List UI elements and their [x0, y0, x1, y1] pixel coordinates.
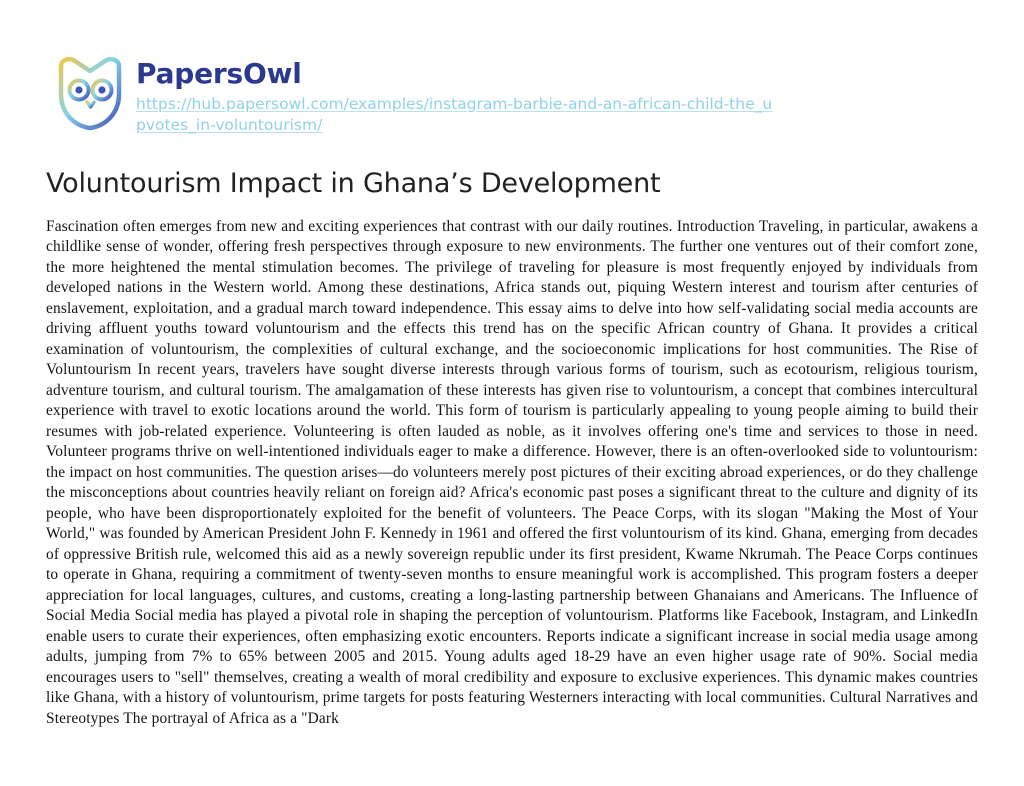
- owl-logo-icon: [44, 46, 136, 132]
- page-title: Voluntourism Impact in Ghana’s Development: [46, 168, 661, 199]
- source-url-link[interactable]: https://hub.papersowl.com/examples/instagram-barbie-and-an-african-child-the_upvotes_in-voluntourism/: [136, 95, 773, 134]
- body-paragraph: Fascination often emerges from new and exciting experiences that contrast with our daily routines. Introduction Traveling, in particular, awakens a childlike sense of wonder, offering fresh perspectives through exposure to new environments. The further one ventures out of their comfort zone, the more heightened the mental stimulation becomes. The privilege of traveling for pleasure is most frequently enjoyed by individuals from developed nations in the Western world. Among these destinations, Africa stands out, piquing Western interest and tourism after centuries of enslavement, exploitation, and a gradual march toward independence. This essay aims to delve into how self-validating social media accounts are driving affluent youths toward voluntourism and the effects this trend has on the specific African country of Ghana. It provides a critical examination of voluntourism, the complexities of cultural exchange, and the socioeconomic implications for host communities. The Rise of Voluntourism In recent years, travelers have sought diverse interests through various forms of tourism, such as ecotourism, religious tourism, adventure tourism, and cultural tourism. The amalgamation of these interests has given rise to voluntourism, a concept that combines intercultural experience with travel to exotic locations around the world. This form of tourism is particularly appealing to young people aiming to build their resumes with job-related experience. Volunteering is often lauded as noble, as it involves offering one's time and services to those in need. Volunteer programs thrive on well-intentioned individuals eager to make a difference. However, there is an often-overlooked side to voluntourism: the impact on host communities. The question arises—do volunteers merely post pictures of their exciting abroad experiences, or do they challenge the misconceptions about countries heavily reliant on foreign aid? Africa's economic past poses a significant threat to the culture and dignity of its people, who have been disproportionately exploited for the benefit of volunteers. The Peace Corps, with its slogan "Making the Most of Your World," was founded by American President John F. Kennedy in 1961 and offered the first voluntourism of its kind. Ghana, emerging from decades of oppressive British rule, welcomed this aid as a newly sovereign republic under its first president, Kwame Nkrumah. The Peace Corps continues to operate in Ghana, requiring a commitment of twenty-seven months to ensure meaningful work is accomplished. This program fosters a deeper appreciation for local languages, cultures, and customs, creating a long-lasting partnership between Ghanaians and Americans. The Influence of Social Media Social media has played a pivotal role in shaping the perception of voluntourism. Platforms like Facebook, Instagram, and LinkedIn enable users to curate their experiences, often emphasizing exotic encounters. Reports indicate a significant increase in social media usage among adults, jumping from 7% to 65% between 2005 and 2015. Young adults aged 18-29 have an even higher usage rate of 90%. Social media encourages users to "sell" themselves, creating a wealth of moral credibility and exposure to exclusive experiences. This dynamic makes countries like Ghana, with a history of voluntourism, prime targets for posts featuring Westerners interacting with local communities. Cultural Narratives and Stereotypes The portrayal of Africa as a "Dark: [46, 218, 978, 727]
- site-header: [0, 0, 1024, 134]
- brand-name: PapersOwl: [136, 57, 302, 90]
- document-body: [46, 217, 978, 729]
- brand-block: [136, 46, 776, 136]
